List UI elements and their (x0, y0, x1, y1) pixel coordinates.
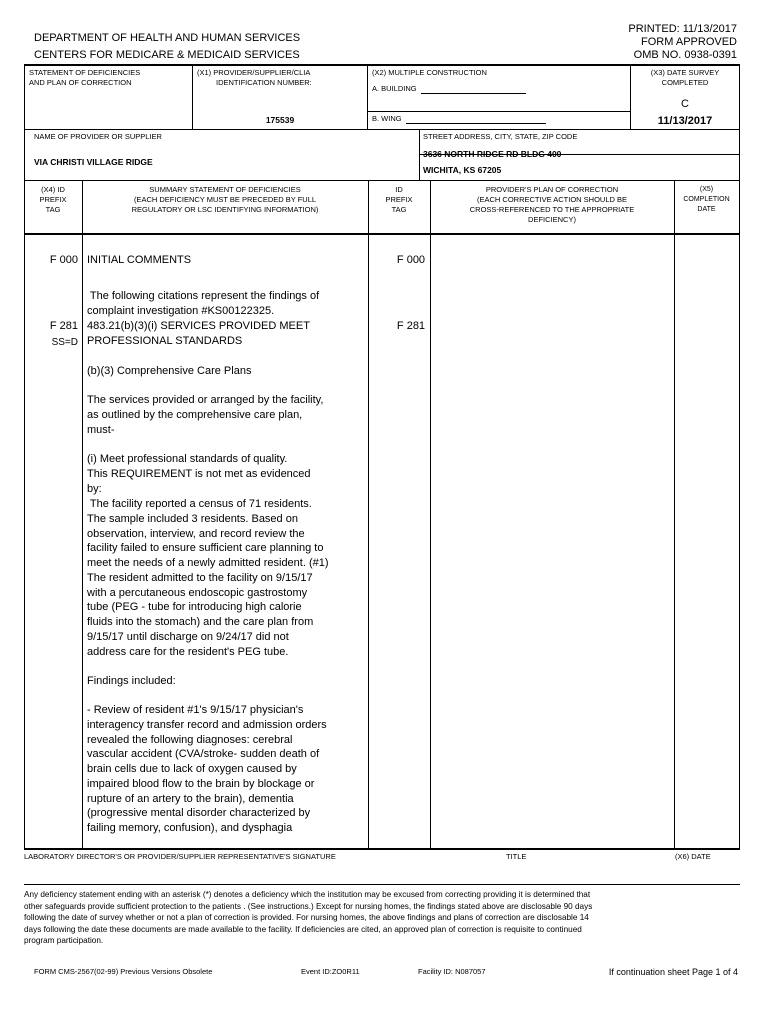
centers-name: CENTERS FOR MEDICARE & MEDICAID SERVICES (34, 49, 300, 61)
disclaimer-line: other safeguards provide sufficient protection to the patients . (See instructions.) Except for nursing homes, the findings stated above are disclosable 90 days (24, 901, 593, 911)
statement-line: The facility reported a census of 71 residents. (87, 498, 312, 510)
statement-line: INITIAL COMMENTS (87, 254, 192, 266)
statement-label-1: STATEMENT OF DEFICIENCIES (29, 68, 141, 77)
id-header (368, 185, 430, 215)
statement-line: brain cells due to lack of oxygen caused by (87, 763, 297, 775)
statement-line: complaint investigation #KS00122325. (87, 305, 275, 317)
statement-line: must- (87, 424, 115, 436)
x4-header-line-3: TAG (45, 205, 61, 214)
statement-line: - Review of resident #1's 9/15/17 physician's (87, 704, 304, 716)
statement-line: PROFESSIONAL STANDARDS (87, 335, 243, 347)
x3-label-2: COMPLETED (661, 78, 709, 87)
statement-line: with a percutaneous endoscopic gastrostomy (87, 587, 308, 599)
x3-letter: C (681, 98, 689, 110)
disclaimer-line: days following the date these documents are made available to the facility. If deficiencies are cited, an approved plan of correction is requisite to continued (24, 924, 582, 934)
plan-header (430, 185, 674, 225)
tag-f281-right: F 281 (396, 320, 426, 332)
department-name: DEPARTMENT OF HEALTH AND HUMAN SERVICES (34, 32, 301, 44)
statement-line: The sample included 3 residents. Based on (87, 513, 298, 525)
statement-label-2: AND PLAN OF CORRECTION (29, 78, 132, 87)
statement-line: interagency transfer record and admission orders (87, 719, 327, 731)
statement-line: This REQUIREMENT is not met as evidenced (87, 468, 311, 480)
statement-line: Findings included: (87, 675, 176, 687)
x5-header-line-2: COMPLETION (683, 196, 730, 203)
x2-label: (X2) MULTIPLE CONSTRUCTION (372, 68, 487, 77)
statement-line: The following citations represent the findings of (87, 290, 320, 302)
signature-date-label: (X6) DATE (675, 852, 711, 861)
scope-severity: SS=D (51, 337, 78, 348)
building-blank-line (421, 84, 526, 94)
x2-building (372, 84, 526, 94)
plan-header-line-3: CROSS-REFERENCED TO THE APPROPRIATE (469, 205, 635, 214)
statement-line: 9/15/17 until discharge on 9/24/17 did not (87, 631, 289, 643)
statement-line: (progressive mental disorder characterized by (87, 807, 311, 819)
id-header-line-1: ID (395, 185, 403, 194)
plan-header-line-4: DEFICIENCY) (528, 215, 576, 224)
statement-line: as outlined by the comprehensive care plan, (87, 409, 303, 421)
x5-header (674, 185, 739, 215)
provider-name-label: NAME OF PROVIDER OR SUPPLIER (34, 132, 162, 141)
x4-header-line-2: PREFIX (39, 195, 67, 204)
wing-blank-line (406, 114, 546, 124)
plan-header-line-1: PROVIDER'S PLAN OF CORRECTION (485, 185, 619, 194)
x1-label-2: IDENTIFICATION NUMBER: (216, 78, 312, 87)
summary-header-line-1: SUMMARY STATEMENT OF DEFICIENCIES (149, 185, 301, 194)
summary-header (82, 185, 368, 215)
tag-f000-right: F 000 (396, 254, 426, 266)
x4-header-line-1: (X4) ID (41, 185, 65, 194)
statement-line: address care for the resident's PEG tube. (87, 646, 289, 658)
summary-header-line-3: REGULATORY OR LSC IDENTIFYING INFORMATION) (131, 205, 319, 214)
signature-label: LABORATORY DIRECTOR'S OR PROVIDER/SUPPLIER REPRESENTATIVE'S SIGNATURE (24, 852, 336, 861)
x1-id-number: 175539 (265, 115, 295, 125)
statement-line: rupture of an artery to the brain), dementia (87, 793, 294, 805)
statement-line: vascular accident (CVA/stroke- sudden death of (87, 748, 320, 760)
disclaimer-line: Any deficiency statement ending with an asterisk (*) denotes a deficiency which the institution may be excused from correcting providing it is determined that (24, 890, 591, 899)
city-state-zip: WICHITA, KS 67205 (423, 165, 502, 175)
facility-id: Facility ID: N087057 (418, 967, 486, 976)
x3-label-1: (X3) DATE SURVEY (650, 68, 720, 77)
form-number: FORM CMS-2567(02-99) Previous Versions Obsolete (34, 967, 213, 976)
id-header-line-3: TAG (391, 205, 407, 214)
x1-label-1: (X1) PROVIDER/SUPPLIER/CLIA (197, 68, 311, 77)
tag-f000-left: F 000 (49, 254, 78, 266)
x3-date: 11/13/2017 (657, 115, 713, 127)
statement-line: observation, interview, and record review the (87, 528, 305, 540)
statement-line: fluids into the stomach) and the care plan from (87, 616, 314, 628)
statement-line: 483.21(b)(3)(i) SERVICES PROVIDED MEET (87, 320, 310, 332)
form-approved: FORM APPROVED (641, 36, 737, 48)
page-continuation: If continuation sheet Page 1 of 4 (608, 967, 738, 977)
statement-line: by: (87, 483, 102, 495)
disclaimer-line: following the date of survey whether or not a plan of correction is provided. For nursing homes, the above findings and plans of correction are disclosable 14 (24, 913, 589, 923)
provider-name: VIA CHRISTI VILLAGE RIDGE (34, 157, 153, 167)
address-label: STREET ADDRESS, CITY, STATE, ZIP CODE (423, 132, 578, 141)
statement-line: tube (PEG - tube for introducing high calorie (87, 601, 302, 613)
statement-line: facility failed to ensure sufficient care planning to (87, 542, 324, 554)
title-label: TITLE (506, 852, 527, 861)
statement-line: (b)(3) Comprehensive Care Plans (87, 365, 252, 377)
x2-wing (372, 114, 546, 124)
statement-line: The services provided or arranged by the facility, (87, 394, 324, 406)
summary-header-line-2: (EACH DEFICIENCY MUST BE PRECEDED BY FULL (133, 195, 317, 204)
event-id: Event ID:ZO0R11 (301, 967, 360, 976)
statement-line: The resident admitted to the facility on 9/15/17 (87, 572, 313, 584)
x4-header (24, 185, 82, 215)
disclaimer (24, 889, 736, 947)
printed-date: PRINTED: 11/13/2017 (628, 23, 737, 35)
street-address: 3636 NORTH RIDGE RD BLDG 400 (423, 149, 562, 159)
statement-line: meet the needs of a newly admitted resident. (#1) (87, 557, 329, 569)
id-header-line-2: PREFIX (385, 195, 413, 204)
x5-header-line-1: (X5) (699, 186, 714, 193)
tag-f281-left: F 281 (49, 320, 78, 332)
disclaimer-line: program participation. (24, 936, 104, 946)
x2-building-label: A. BUILDING (372, 84, 417, 93)
statement-line: impaired blood flow to the brain by blockage or (87, 778, 315, 790)
statement-line: failing memory, confusion), and dysphagia (87, 822, 293, 834)
plan-header-line-2: (EACH CORRECTIVE ACTION SHOULD BE (476, 195, 628, 204)
statement-line: revealed the following diagnoses: cerebral (87, 734, 293, 746)
x5-header-line-3: DATE (697, 206, 716, 213)
x2-wing-label: B. WING (372, 114, 402, 123)
statement-line: (i) Meet professional standards of quality. (87, 453, 288, 465)
omb-number: OMB NO. 0938-0391 (633, 49, 737, 61)
